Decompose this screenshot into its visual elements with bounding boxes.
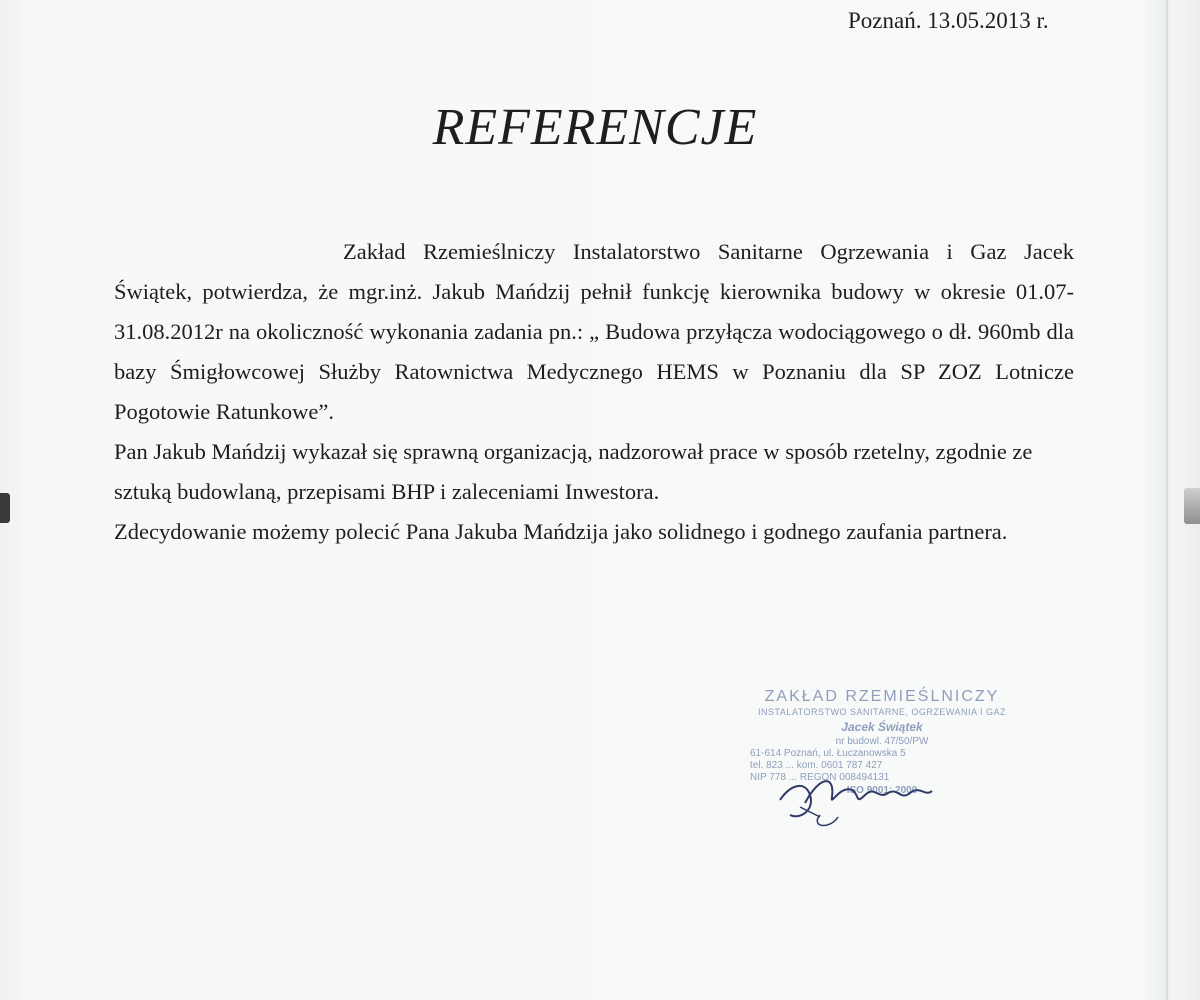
binder-clip-right: [1184, 488, 1200, 524]
body-paragraph-1: Zakład Rzemieślniczy Instalatorstwo Sanitarne Ogrzewania i Gaz Jacek Świątek, potwierdza, że mgr.inż. Jakub Mańdzij pełnił funkcję kierownika budowy w okresie 01.07-31.08.2012r na okoliczność wykonania zadania pn.: „ Budowa przyłącza wodociągowego o dł. 960mb dla bazy Śmigłowcowej Służby Ratownictwa Medycznego HEMS w Poznaniu dla SP ZOZ Lotnicze Pogotowie Ratunkowe”.: [114, 239, 1074, 424]
stamp-company-name: ZAKŁAD RZEMIEŚLNICZY: [764, 688, 1000, 705]
stamp-phone: tel. 823 ... kom. 0601 787 427: [750, 760, 883, 771]
document-date: Poznań. 13.05.2013 r.: [848, 8, 1049, 33]
stamp-address: 61-614 Poznań, ul. Łuczanowska 5: [750, 748, 906, 759]
body-paragraph-3: Zdecydowanie możemy polecić Pana Jakuba Mańdzija jako solidnego i godnego zaufania partnera.: [114, 519, 1008, 544]
handwritten-signature: [760, 745, 960, 835]
stamp-owner: Jacek Świątek: [841, 720, 923, 734]
body-paragraph-2: Pan Jakub Mańdzij wykazał się sprawną organizacją, nadzorował prace w sposób rzetelny, zgodnie ze sztuką budowlaną, przepisami BHP i zaleceniami Inwestora.: [114, 439, 1033, 504]
stamp-company-type: INSTALATORSTWO SANITARNE, OGRZEWANIA I GAZ: [757, 707, 1007, 717]
document-title: REFERENCJE: [432, 99, 758, 156]
stamp-tax-ids: NIP 778 ... REGON 008494131: [750, 772, 890, 783]
stamp-iso: ISO 9001: 2000: [846, 785, 918, 796]
stamp-permit: nr budowl. 47/50/PW: [835, 736, 929, 747]
binder-clip-left: [0, 493, 10, 523]
document-body: [114, 232, 1074, 552]
